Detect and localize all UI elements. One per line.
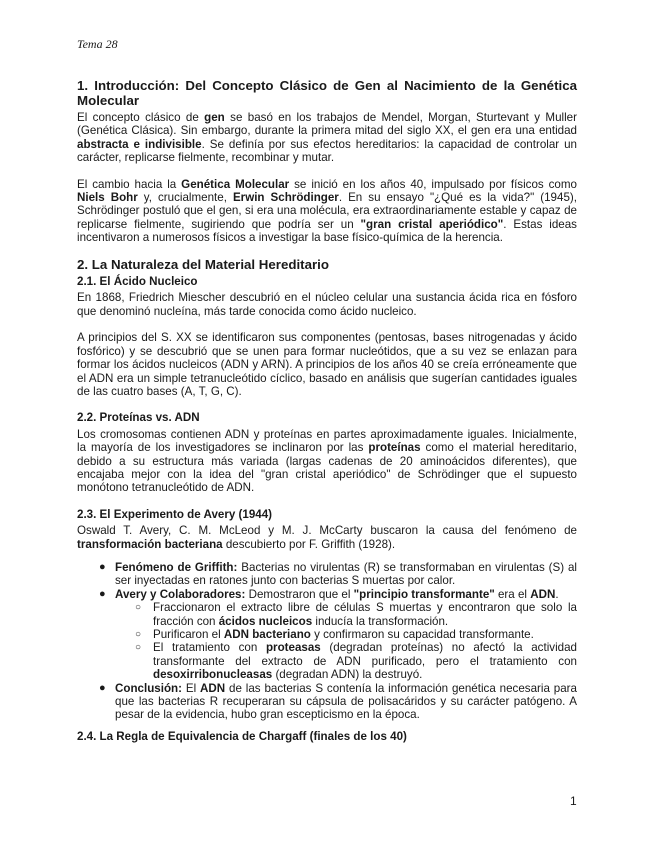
section-1-paragraph-1: El concepto clásico de gen se basó en los trabajos de Mendel, Morgan, Sturtevant y Muller (Genética Clásica). Sin embargo, durante la primera mitad del siglo XX, el gen era una entidad abstracta e indivisible. Se definía por sus efectos hereditarios: la capacidad de controlar un carácter, replicarse fielmente, recombinar y mutar. bbox=[77, 111, 578, 165]
section-2-3-heading: 2.3. El Experimento de Avery (1944) bbox=[77, 507, 273, 521]
section-2-1-paragraph-2: A principios del S. XX se identificaron sus componentes (pentosas, bases nitrogenadas y ácido fosfórico) y se descubrió que se unen para formar nucleótidos, que a su vez se enlazan para formar los ácidos nucleicos (ADN y ARN). A principios de los años 40 se creía erróneamente que el ADN era un simple tetranucleótido cíclico, basado en análisis que sugerían cantidades iguales de las cuatro bases (A, T, G, C). bbox=[77, 331, 577, 398]
list-item: ● Conclusión: El ADN de las bacterias S contenía la información genética necesaria para que las bacterias R recuperaran su cápsula de polisacáridos y su carácter patógeno. A pesar de la evidencia, hubo gran escepticismo en la época. bbox=[99, 681, 577, 722]
sub-list-item: ○ Fraccionaron el extracto libre de células S muertas y encontraron que solo la fracción con ácidos nucleicos inducía la transformación. bbox=[135, 601, 577, 628]
section-2-1-paragraph-1: En 1868, Friedrich Miescher descubrió en el núcleo celular una sustancia ácida rica en fósforo que denominó nucleína, más tarde conocida como ácido nucleico. bbox=[77, 291, 577, 318]
bullet-icon: ● bbox=[99, 587, 106, 600]
bullet-icon: ● bbox=[99, 560, 106, 573]
avery-bullet-list bbox=[77, 561, 577, 722]
page-number: 1 bbox=[570, 794, 577, 808]
section-1-paragraph-2: El cambio hacia la Genética Molecular se inició en los años 40, impulsado por físicos como Niels Bohr y, crucialmente, Erwin Schrödinger. En su ensayo "¿Qué es la vida?" (1945), Schrödinger postuló que el gen, si era una molécula, era extraordinariamente estable y capaz de replicarse fielmente, sugiriendo que podría ser un "gran cristal aperiódico". Estas ideas incentivaron a numerosos físicos a investigar la base físico-química de la herencia. bbox=[77, 177, 577, 245]
section-2-1-heading: 2.1. El Ácido Nucleico bbox=[77, 275, 198, 289]
section-2-2-paragraph: Los cromosomas contienen ADN y proteínas en partes aproximadamente iguales. Inicialmente, la mayoría de los investigadores se inclinaron por las proteínas como el material hereditario, debido a su estructura más variada (largas cadenas de 20 aminoácidos diferentes), que encajaba mejor con la idea del "gran cristal aperiódico" de Schrödinger que el supuesto monótono tetranucleótido de ADN. bbox=[77, 427, 577, 495]
sub-list-item: ○ Purificaron el ADN bacteriano y confirmaron su capacidad transformante. bbox=[135, 628, 534, 641]
section-2-2-heading: 2.2. Proteínas vs. ADN bbox=[77, 411, 200, 425]
bullet-icon: ● bbox=[99, 681, 106, 694]
sub-list-item: ○ El tratamiento con proteasas (degradan proteínas) no afectó la actividad transformante del extracto de ADN purificado, pero el tratamiento con desoxirribonucleasas (degradan ADN) la destruyó. bbox=[135, 641, 577, 682]
list-item: ● Fenómeno de Griffith: Bacterias no virulentas (R) se transformaban en virulentas (S) al ser inyectadas en ratones junto con bacterias S muertas por calor. bbox=[99, 560, 578, 588]
page-header: Tema 28 bbox=[77, 37, 118, 51]
section-2-4-heading: 2.4. La Regla de Equivalencia de Chargaff (finales de los 40) bbox=[77, 729, 407, 743]
circle-bullet-icon: ○ bbox=[135, 629, 142, 640]
section-2-heading: 2. La Naturaleza del Material Hereditario bbox=[77, 256, 329, 272]
circle-bullet-icon: ○ bbox=[135, 642, 142, 654]
circle-bullet-icon: ○ bbox=[135, 602, 142, 614]
document-body bbox=[77, 78, 577, 746]
section-2-3-paragraph: Oswald T. Avery, C. M. McLeod y M. J. McCarty buscaron la causa del fenómeno de transformación bacteriana descubierto por F. Griffith (1928). bbox=[77, 524, 577, 551]
list-item: ● Avery y Colaboradores: Demostraron que el "principio transformante" era el ADN. ○ Fraccionaron el extracto libre de células S muertas y encontraron que solo la fracción con ácidos nucleicos inducía la transformación. ○ Purificaron el ADN bacteriano y confirmaron su capacidad transformante. ○ El tratamiento con proteasas (degradan proteínas) no afectó la actividad transformante del extracto de ADN purificado, pero el tratamiento con desoxirribonucleasas (degradan ADN) la destruyó. bbox=[99, 587, 577, 682]
avery-sub-list bbox=[115, 601, 577, 681]
section-1-heading: 1. Introducción: Del Concepto Clásico de Gen al Nacimiento de la Genética Molecular bbox=[77, 78, 577, 108]
